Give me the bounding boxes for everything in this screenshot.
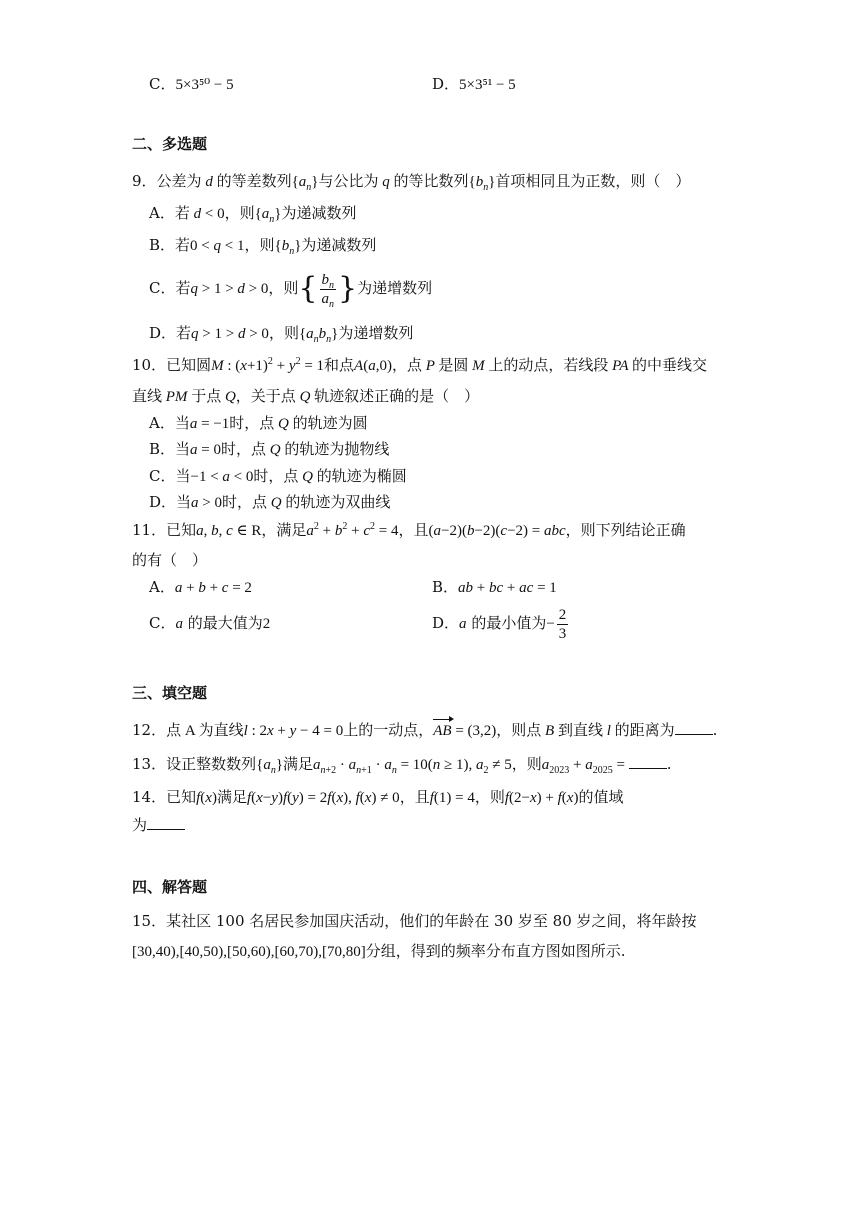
section-heading-fill: 三、填空题 bbox=[132, 684, 208, 702]
q10-option-a: A．当a = −1时，点 Q 的轨迹为圆 bbox=[149, 414, 368, 432]
q8-option-c-value: 5×3⁵⁰ − 5 bbox=[175, 77, 234, 93]
q9-option-c: C．若q > 1 > d > 0，则{ $\frac{b_n}{a_n}$ }为递增数列 bbox=[149, 271, 433, 310]
q11-option-c: C．a 的最大值为2 bbox=[149, 614, 271, 632]
q15-stem-line2: [30,40),[40,50),[50,60),[60,70),[70,80]分组，得到的频率分布直方图如图所示. bbox=[132, 942, 626, 960]
q11-option-a: A．a + b + c = 2 bbox=[149, 578, 252, 596]
q15-intervals: [30,40),[40,50),[50,60),[60,70),[70,80] bbox=[132, 944, 366, 960]
q9-option-a: A．若 d < 0，则$\{a_n\}$为递减数列 bbox=[149, 204, 357, 225]
q13-stem: 13．设正整数数列$\{a_n\}$满足$a_{n+2} \cdot a_{n+1} \cdot a_n = 10(n \ge 1)$, $a_2 \ne 5$，则$a_{2023} + a_{2025}$ = . bbox=[132, 755, 672, 776]
q10-stem-line1: 10．已知圆M : $(x+1)^2 + y^2 = 1$和点A(a,0)，点 P 是圆 M 上的动点，若线段 PA 的中垂线交 bbox=[132, 356, 708, 374]
q13-answer-blank[interactable] bbox=[629, 754, 667, 769]
q10-option-b: B．当a = 0时，点 Q 的轨迹为抛物线 bbox=[149, 440, 390, 458]
q10-option-d: D．当a > 0时，点 Q 的轨迹为双曲线 bbox=[149, 493, 391, 511]
q11-option-b: B．ab + bc + ac = 1 bbox=[432, 578, 557, 596]
q8-option-d-value: 5×3⁵¹ − 5 bbox=[459, 77, 516, 93]
q11-stem-line2: 的有（ ） bbox=[132, 551, 208, 569]
q8-option-d: D．5×3⁵¹ − 5 bbox=[432, 75, 516, 93]
section-heading-answer: 四、解答题 bbox=[132, 878, 208, 896]
q9-option-b: B．若0 < q < 1，则$\{b_n\}$为递减数列 bbox=[149, 236, 377, 257]
q15-stem-line1: 15．某社区 100 名居民参加国庆活动，他们的年龄在 30 岁至 80 岁之间，将年龄按 bbox=[132, 912, 697, 930]
q12-answer-blank[interactable] bbox=[675, 720, 713, 735]
q14-answer-blank[interactable] bbox=[147, 815, 185, 830]
q12-stem: 12．点 A 为直线l : 2x + y − 4 = 0上的一动点，AB = (3,2)，则点 B 到直线 l 的距离为 . bbox=[132, 721, 718, 739]
q14-stem-line2: 为 bbox=[132, 815, 185, 835]
q11-stem-line1: 11．已知a, b, c ∈ R，满足$a^2 + b^2 + c^2 = 4$，且(a−2)(b−2)(c−2) = abc，则下列结论正确 bbox=[132, 521, 686, 539]
q9-option-d: D．若q > 1 > d > 0，则$\{a_nb_n\}$为递增数列 bbox=[149, 324, 414, 345]
q8-option-c: C．5×3⁵⁰ − 5 bbox=[149, 75, 234, 93]
q11-option-d: D．a 的最小值为− $\frac{2}{3}$ bbox=[432, 606, 567, 642]
q9-stem: 9．公差为 d 的等差数列$\{a_n\}$与公比为 q 的等比数列$\{b_n\}$首项相同且为正数，则（ ） bbox=[132, 172, 691, 193]
q10-stem-line2: 直线 PM 于点 Q，关于点 Q 轨迹叙述正确的是（ ） bbox=[132, 387, 480, 405]
q10-option-c: C．当−1 < a < 0时，点 Q 的轨迹为椭圆 bbox=[149, 467, 407, 485]
section-heading-multi: 二、多选题 bbox=[132, 135, 208, 153]
q14-stem-line1: 14．已知f(x)满足f(x−y)f(y) = 2f(x), f(x) ≠ 0，且f(1) = 4，则f(2−x) + f(x)的值域 bbox=[132, 788, 624, 806]
